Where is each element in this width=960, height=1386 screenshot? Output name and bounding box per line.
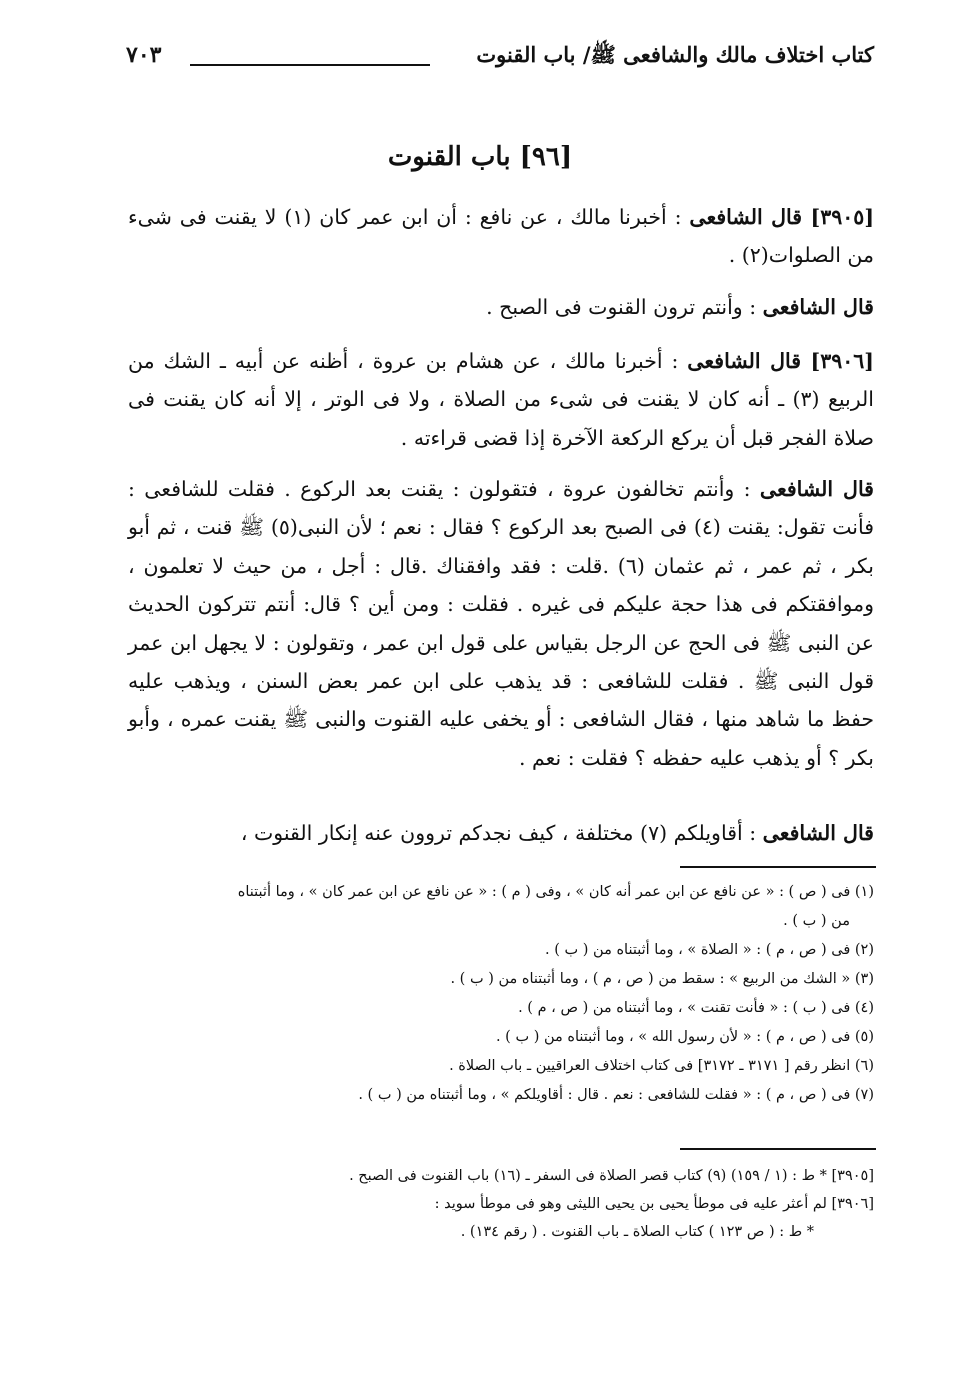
reference-3906-source: * ط : ( ص ١٢٣ ) كتاب الصلاة ـ باب القنوت . ( رقم ١٣٤) . (460, 1224, 814, 1240)
paragraph-text: : أخبرنا مالك ، عن نافع : أن ابن عمر كان (١) لا يقنت فى شىء من الصلوات(٢) . (128, 205, 874, 268)
reference-3905: [٣٩٠٥] * ط : (١ / ١٥٩) (٩) كتاب قصر الصلاة فى السفر ـ (١٦) باب القنوت فى الصبح . (349, 1168, 874, 1184)
paragraph-label: قال الشافعى (762, 295, 874, 319)
paragraph-label: قال الشافعى (759, 477, 874, 501)
paragraph-label: [٣٩٠٥] قال الشافعى (689, 205, 875, 229)
paragraph-label: قال الشافعى (762, 821, 874, 845)
footnote-separator (680, 866, 876, 868)
references-separator (680, 1148, 876, 1150)
paragraph-text: : وأنتم ترون القنوت فى الصبح . (486, 295, 757, 319)
paragraph-text: : أخبرنا مالك ، عن هشام بن عروة ، أظنه عن أبيه ـ الشك من الربيع (٣) ـ أنه كان لا يقنت فى شىء من الصلاة ، ولا فى الوتر ، إلا أنه كان يقنت فى صلاة الفجر قبل أن يركع الركعة الآخرة إذا قضى قراءته . (128, 349, 874, 450)
paragraph-shafii-comment-3 (128, 814, 874, 852)
source-references (128, 1164, 874, 1248)
reference-3906: [٣٩٠٦] لم أعثر عليه فى موطأ يحيى بن يحيى الليثى وهو فى موطأ سويد : (434, 1196, 874, 1212)
footnote-1: (١) فى ( ص ) : « عن نافع عن ابن عمر أنه كان » ، وفى ( م ) : « عن نافع عن ابن عمر كان » ، وما أثبتناه (237, 884, 874, 900)
footnotes (128, 880, 874, 1112)
running-header-title: كتاب اختلاف مالك والشافعى ﷺ/ باب القنوت (476, 42, 874, 67)
paragraph-text: : وأنتم تخالفون عروة ، فتقولون : يقنت بعد الركوع . فقلت للشافعى : فأنت تقول: يقنت (٤) فى الصبح بعد الركوع ؟ فقال : نعم ؛ لأن النبى(٥) ﷺ قنت ، ثم أبو بكر ، ثم عمر ، ثم عثمان (٦) .قلت : فقد وافقناك .قال : أجل ، من حيث لا تعلمون ، وموافقتكم فى هذا حجة عليكم فى غيره . فقلت : ومن أين ؟ قال: أنتم تتركون الحديث عن النبى ﷺ فى الحج عن الرجل بقياس على قول ابن عمر ، وتقولون : لا يجهل ابن عمر قول النبى ﷺ . فقلت للشافعى : قد يذهب على ابن عمر بعض السنن ، ويذهب عليه حفظ ما شاهد منها ، فقال الشافعى : أو يخفى عليه القنوت والنبى ﷺ يقنت عمره ، وأبو بكر ؟ أو يذهب عليه حفظه ؟ فقلت : نعم . (128, 477, 874, 770)
footnote-1-continuation: من ( ب ) . (783, 913, 850, 929)
page-number: ٧٠٣ (126, 42, 162, 68)
paragraph-3906 (128, 342, 874, 457)
footnote-7: (٧) فى ( ص ، م ) : « فقلت للشافعى : نعم . قال : أقاويلكم » ، وما أثبتناه من ( ب ) . (358, 1087, 874, 1103)
footnote-3: (٣) « الشك من الربيع » : سقط من ( ص ، م ) ، وما أثبتناه من ( ب ) . (450, 971, 874, 987)
paragraph-text: : أقاويلكم (٧) مختلفة ، كيف نجدكم تروون عنه إنكار القنوت ، (240, 821, 757, 845)
paragraph-shafii-comment-2 (128, 470, 874, 777)
paragraph-3905 (128, 198, 874, 275)
header-rule (190, 64, 430, 66)
paragraph-label: [٣٩٠٦] قال الشافعى (687, 349, 874, 373)
footnote-6: (٦) انظر رقم [ ٣١٧١ ـ ٣١٧٢] فى كتاب اختلاف العراقيين ـ باب الصلاة . (449, 1058, 874, 1074)
paragraph-shafii-comment-1 (128, 288, 874, 326)
chapter-title: [٩٦] باب القنوت (387, 142, 573, 172)
footnote-5: (٥) فى ( ص ، م ) : « لأن رسول الله » ، وما أثبتناه من ( ب ) . (495, 1029, 874, 1045)
footnote-2: (٢) فى ( ص ، م ) : « الصلاة » ، وما أثبتناه من ( ب ) . (545, 942, 874, 958)
footnote-4: (٤) فى ( ب ) : « فأنت تقنت » ، وما أثبتناه من ( ص ، م ) . (518, 1000, 874, 1016)
